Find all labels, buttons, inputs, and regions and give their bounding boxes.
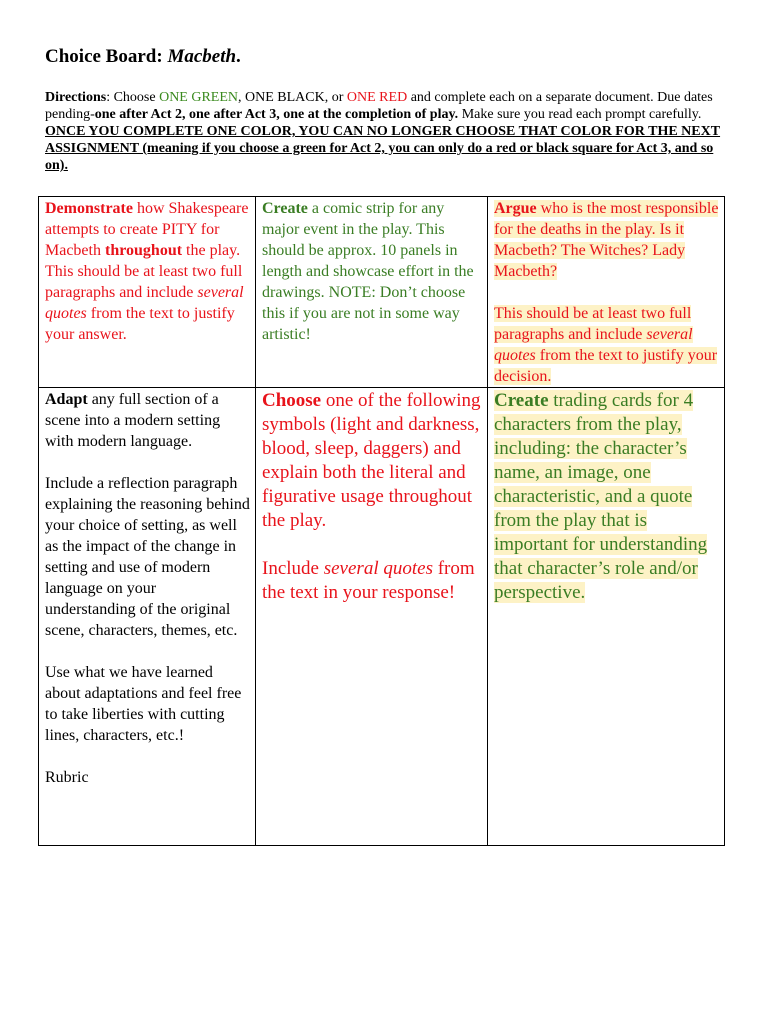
- page-title: [45, 46, 241, 68]
- directions-paragraph: [45, 89, 725, 174]
- cell-trading-cards: [488, 388, 725, 846]
- cell-adapt: [39, 388, 256, 846]
- cell-text: Use what we have learned about adaptations and feel free to take liberties with cutting lines, characters, etc.!: [45, 664, 242, 744]
- cell-symbols: [256, 388, 488, 846]
- title-play-name: Macbeth: [167, 46, 237, 67]
- cell-text: This should be at least two full paragraphs and include: [494, 305, 692, 343]
- cell-text-italic: several quotes: [323, 558, 433, 579]
- cell-text: trading cards for 4 characters from the play, including: the character’s name, an image, one characteristic, and a quote from the play that is important for understanding that character’s role and/or perspective.: [494, 390, 708, 603]
- due-dates: one after Act 2, one after Act 3, one at the completion of play.: [94, 107, 459, 122]
- option-green: ONE GREEN: [159, 90, 239, 105]
- cell-text: any full section of a scene into a modern setting with modern language.: [45, 391, 221, 450]
- cell-text: who is the most responsible for the deaths in the play. Is it Macbeth? The Witches? Lady Macbeth?: [494, 200, 719, 280]
- title-suffix: .: [236, 46, 241, 67]
- cell-text: from the text to justify your decision.: [494, 347, 718, 385]
- keyword: Adapt: [45, 391, 88, 408]
- directions-text: , ONE BLACK, or: [238, 90, 347, 105]
- cell-text: a comic strip for any major event in the play. This should be approx. 10 panels in length and showcase effort in the drawings. NOTE: Don’t choose this if you are not in some way artistic!: [262, 200, 474, 343]
- directions-text: Make sure you read each prompt carefully.: [458, 107, 702, 122]
- cell-text: how Shakespeare attempts to create PITY for Macbeth: [45, 200, 249, 259]
- directions-text: : Choose: [106, 90, 160, 105]
- rubric-label: Rubric: [45, 769, 89, 786]
- color-rule: ONCE YOU COMPLETE ONE COLOR, YOU CAN NO LONGER CHOOSE THAT COLOR FOR THE NEXT ASSIGNMENT (meaning if you choose a green for Act 2, you can only do a red or black square for Act 3, and so on).: [45, 124, 721, 173]
- title-prefix: Choice Board:: [45, 46, 168, 67]
- directions-text: and complete each on a separate document. Due dates pending-: [45, 90, 713, 122]
- keyword: Create: [494, 390, 549, 411]
- choice-board-table: [38, 196, 725, 846]
- cell-comic-strip: [256, 197, 488, 388]
- cell-text-bold: throughout: [104, 242, 183, 259]
- keyword: Create: [262, 200, 308, 217]
- highlighted-text: [494, 390, 707, 603]
- cell-text: from the text to justify your answer.: [45, 305, 235, 343]
- cell-text: Include: [262, 558, 324, 579]
- keyword: Argue: [494, 200, 537, 217]
- keyword: Demonstrate: [45, 200, 133, 217]
- cell-text-italic: several quotes: [45, 284, 244, 322]
- cell-demonstrate: [39, 197, 256, 388]
- cell-text: from the text in your response!: [262, 558, 475, 603]
- table-row: [39, 197, 725, 388]
- cell-text: Include a reflection paragraph explaining the reasoning behind your choice of setting, as well as the impact of the change in setting and use of modern language on your understanding of the original scene, characters, themes, etc.: [45, 475, 250, 639]
- option-red: ONE RED: [346, 90, 408, 105]
- cell-text-italic: several quotes: [494, 326, 693, 364]
- highlighted-text: [494, 200, 718, 280]
- cell-text: the play. This should be at least two full paragraphs and include: [45, 242, 243, 301]
- keyword: Choose: [262, 390, 322, 411]
- table-row: [39, 388, 725, 846]
- cell-argue: [488, 197, 725, 388]
- cell-text: one of the following symbols (light and darkness, blood, sleep, daggers) and explain both the literal and figurative usage throughout the play.: [262, 390, 481, 531]
- directions-label: Directions: [45, 90, 107, 105]
- highlighted-text: [494, 305, 717, 385]
